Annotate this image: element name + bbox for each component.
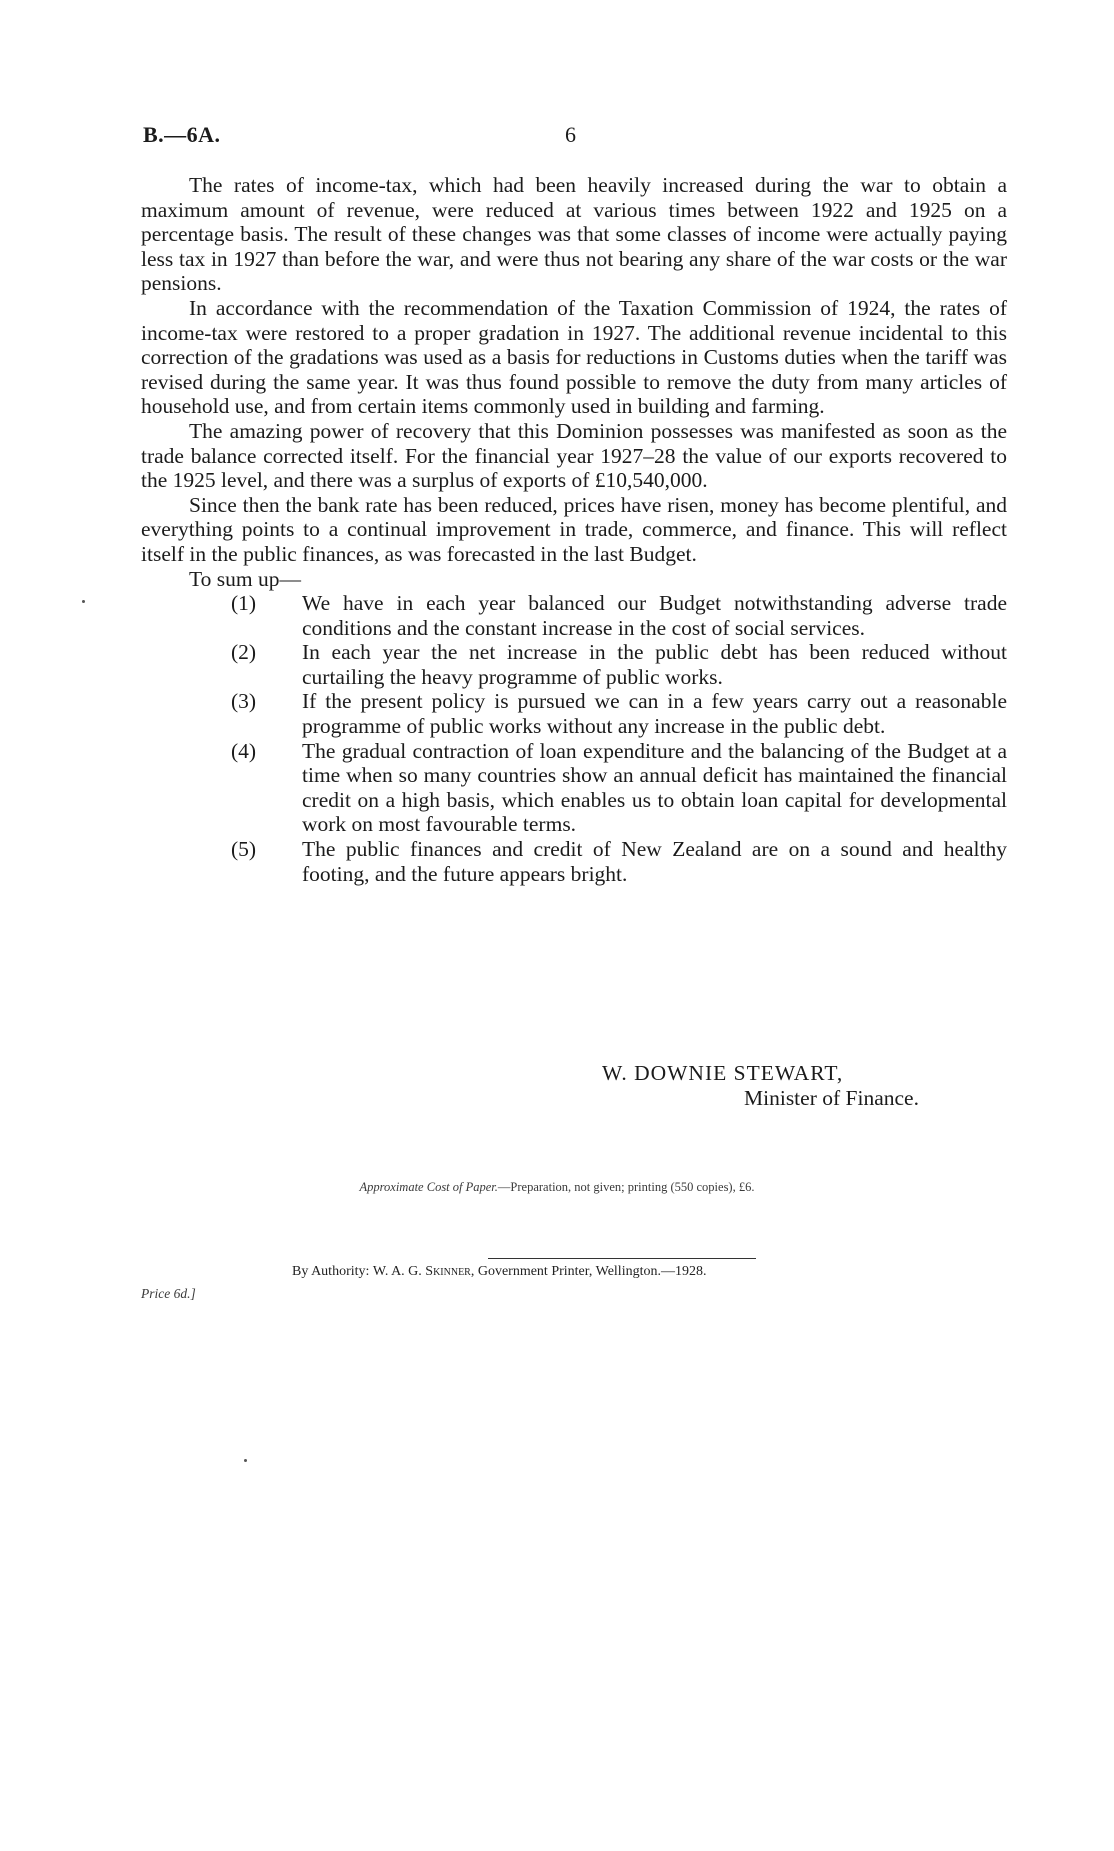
- paragraph-income-tax: The rates of income-tax, which had been heavily increased during the war to obtain a maximum amount of revenue, were reduced at various times between 1922 and 1925 on a percentage basis. The result of these changes was that some classes of income were actually paying less tax in 1927 than before the war, and were thus not bearing any share of the war costs or the war pensions.: [141, 173, 1007, 296]
- scan-speck: [82, 600, 85, 603]
- paragraph-taxation-commission: In accordance with the recommendation of the Taxation Commission of 1924, the rates of income-tax were restored to a proper gradation in 1927. The additional revenue incidental to this correction of the gradations was used as a basis for reductions in Customs duties when the tariff was revised during the same year. It was thus found possible to remove the duty from many articles of household use, and from certain items commonly used in building and farming.: [141, 295, 1007, 419]
- printer-authority: [292, 1264, 706, 1280]
- summary-intro: To sum up—: [189, 566, 301, 591]
- printer-name: W. A. G. Skinner: [372, 1264, 471, 1279]
- item-number: (5): [231, 837, 257, 862]
- document-reference: B.—6A.: [143, 122, 221, 147]
- summary-item: [141, 640, 1007, 689]
- item-number: (4): [231, 738, 257, 763]
- authority-suffix: , Government Printer, Wellington.—1928.: [470, 1264, 707, 1279]
- item-text: If the present policy is pursued we can in a few years carry out a reasonable programme of public works without any increase in the public debt.: [302, 689, 1007, 739]
- paragraph-bank-rate: Since then the bank rate has been reduced, prices have risen, money has become plentiful, and everything points to a continual improvement in trade, commerce, and finance. This will reflect itself in the public finances, as was forecasted in the last Budget.: [141, 492, 1007, 566]
- signatory-name: W. DOWNIE STEWART,: [602, 1061, 844, 1085]
- cost-text: —Preparation, not given; printing (550 copies), £6.: [497, 1180, 755, 1194]
- item-text: The public finances and credit of New Zealand are on a sound and healthy footing, and the future appears bright.: [302, 837, 1007, 886]
- summary-item: [141, 739, 1007, 837]
- item-number: (3): [231, 689, 257, 714]
- summary-item: [141, 689, 1007, 738]
- summary-list: [141, 591, 1007, 886]
- item-text: We have in each year balanced our Budget notwithstanding adverse trade conditions and the constant increase in the cost of social services.: [302, 591, 1007, 640]
- cost-note: [0, 1180, 1114, 1195]
- paragraph-recovery: The amazing power of recovery that this Dominion possesses was manifested as soon as the trade balance corrected itself. For the financial year 1927–28 the value of our exports recovered to the 1925 level, and there was a surplus of exports of £10,540,000.: [141, 418, 1007, 493]
- cost-label: Approximate Cost of Paper.: [359, 1180, 498, 1194]
- divider-rule: [488, 1258, 756, 1259]
- summary-item: [141, 837, 1007, 886]
- item-number: (2): [231, 640, 257, 665]
- body-text: [141, 173, 1007, 886]
- page-number: 6: [565, 122, 576, 147]
- price-label: Price 6d.]: [141, 1286, 196, 1301]
- item-text: In each year the net increase in the public debt has been reduced without curtailing the heavy programme of public works.: [302, 640, 1007, 689]
- item-text: The gradual contraction of loan expenditure and the balancing of the Budget at a time when so many countries show an annual deficit has maintained the financial credit on a high basis, which enables us to obtain loan capital for developmental work on most favourable terms.: [302, 738, 1007, 837]
- signature-block: [602, 1061, 919, 1111]
- summary-item: [141, 591, 1007, 640]
- signatory-title: Minister of Finance.: [744, 1086, 919, 1110]
- authority-prefix: By Authority:: [292, 1264, 370, 1279]
- scan-speck: [244, 1459, 247, 1462]
- item-number: (1): [231, 591, 257, 616]
